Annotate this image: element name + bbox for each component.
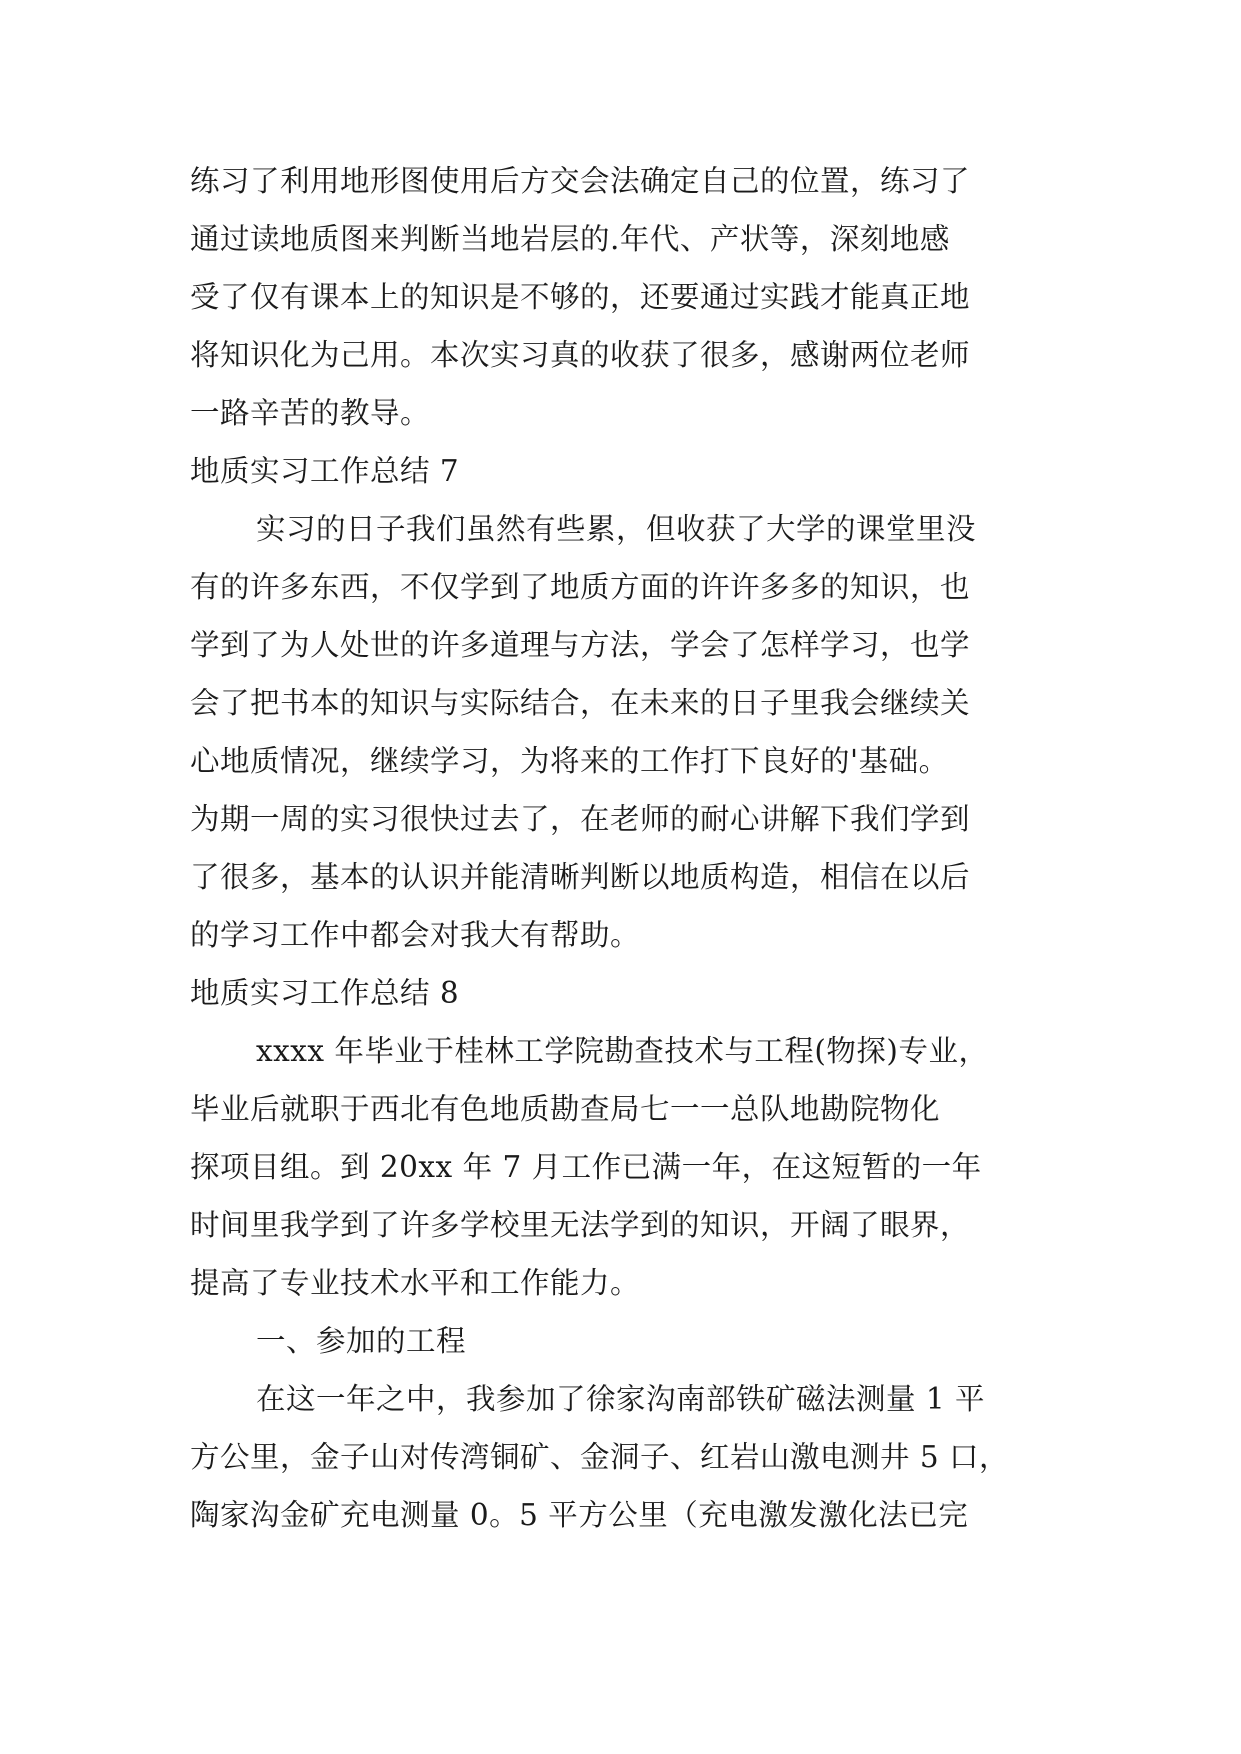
section-heading: 地质实习工作总结 7 bbox=[190, 454, 460, 488]
body-text-line: 在这一年之中，我参加了徐家沟南部铁矿磁法测量 1 平 bbox=[256, 1382, 986, 1416]
body-text-line: 受了仅有课本上的知识是不够的，还要通过实践才能真正地 bbox=[190, 280, 971, 314]
body-text-line: xxxx 年毕业于桂林工学院勘查技术与工程(物探)专业， bbox=[256, 1034, 989, 1068]
body-text-line: 毕业后就职于西北有色地质勘查局七一一总队地勘院物化 bbox=[190, 1092, 941, 1126]
body-text-line: 时间里我学到了许多学校里无法学到的知识，开阔了眼界， bbox=[190, 1208, 971, 1242]
body-text-line: 一路辛苦的教导。 bbox=[190, 396, 431, 430]
body-text-line: 会了把书本的知识与实际结合，在未来的日子里我会继续关 bbox=[190, 686, 971, 720]
body-text-line: 将知识化为己用。本次实习真的收获了很多，感谢两位老师 bbox=[190, 338, 971, 372]
body-text-line: 通过读地质图来判断当地岩层的.年代、产状等，深刻地感 bbox=[190, 222, 950, 256]
body-text-line: 学到了为人处世的许多道理与方法，学会了怎样学习，也学 bbox=[190, 628, 971, 662]
section-heading: 地质实习工作总结 8 bbox=[190, 976, 460, 1010]
body-text-line: 探项目组。到 20xx 年 7 月工作已满一年，在这短暂的一年 bbox=[190, 1150, 982, 1184]
body-text-line: 提高了专业技术水平和工作能力。 bbox=[190, 1266, 641, 1300]
body-text-line: 实习的日子我们虽然有些累，但收获了大学的课堂里没 bbox=[256, 512, 977, 546]
body-text-line: 方公里，金子山对传湾铜矿、金洞子、红岩山激电测井 5 口， bbox=[190, 1440, 1010, 1474]
body-text-line: 陶家沟金矿充电测量 0。5 平方公里（充电激发激化法已完 bbox=[190, 1498, 969, 1532]
body-text-line: 了很多，基本的认识并能清晰判断以地质构造，相信在以后 bbox=[190, 860, 971, 894]
body-text-line: 的学习工作中都会对我大有帮助。 bbox=[190, 918, 641, 952]
body-text-line: 心地质情况，继续学习，为将来的工作打下良好的'基础。 bbox=[190, 744, 949, 778]
body-text-line: 有的许多东西，不仅学到了地质方面的许许多多的知识，也 bbox=[190, 570, 971, 604]
body-text-line: 练习了利用地形图使用后方交会法确定自己的位置，练习了 bbox=[190, 164, 971, 198]
body-text-line: 为期一周的实习很快过去了，在老师的耐心讲解下我们学到 bbox=[190, 802, 971, 836]
subsection-heading: 一、参加的工程 bbox=[256, 1324, 467, 1358]
